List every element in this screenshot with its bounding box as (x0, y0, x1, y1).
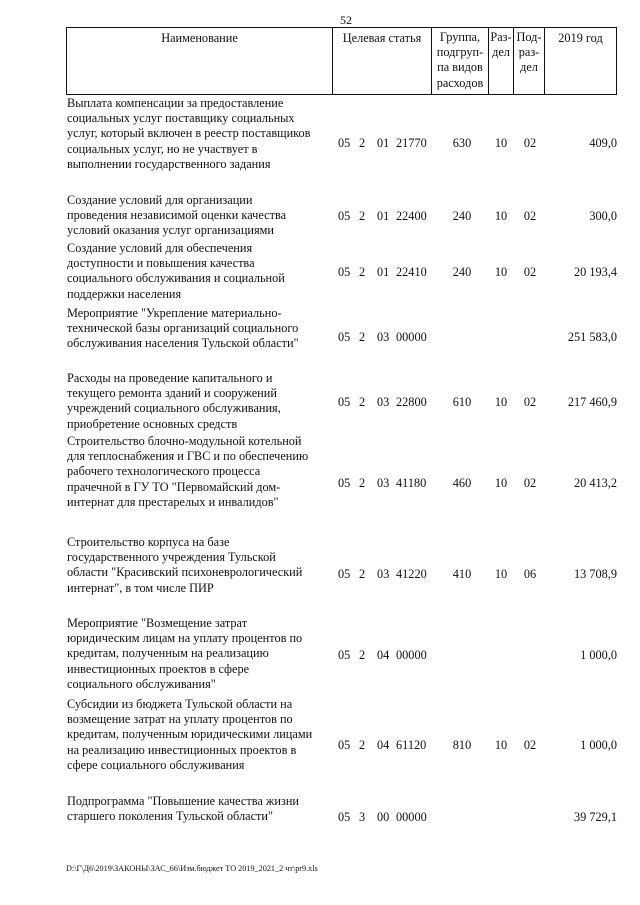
expense-group: 460 (452, 476, 472, 490)
code-program: 05 (338, 136, 351, 150)
row-name: Создание условий для организации проведения независимой оценки качества условий оказания услуг организациями (67, 193, 287, 238)
table-header (66, 27, 617, 95)
section-code: 10 (494, 136, 508, 150)
page-number: 52 (340, 13, 352, 27)
expense-group: 810 (452, 738, 472, 752)
code-program: 05 (338, 648, 351, 662)
code-program: 05 (338, 810, 351, 824)
code-event: 01 (377, 209, 390, 223)
code-direction: 21770 (396, 136, 427, 150)
code-program: 05 (338, 738, 351, 752)
code-event: 01 (377, 265, 390, 279)
code-subprogram: 3 (359, 810, 366, 824)
code-direction: 61120 (396, 738, 427, 752)
header-subsection: Под- раз- дел (513, 27, 545, 95)
code-direction: 00000 (396, 810, 427, 824)
code-subprogram: 2 (359, 395, 366, 409)
amount-2019: 13 708,9 (573, 567, 617, 581)
expense-group: 410 (452, 567, 472, 581)
code-event: 03 (377, 395, 390, 409)
code-event: 03 (377, 476, 390, 490)
row-name: Создание условий для обеспечения доступности и повышения качества социального обслуживания и социальной поддержки населения (67, 241, 285, 301)
amount-2019: 1 000,0 (580, 738, 617, 752)
amount-2019: 300,0 (589, 209, 617, 223)
amount-2019: 39 729,1 (573, 810, 617, 824)
code-event: 03 (377, 330, 390, 344)
row-name: Субсидии из бюджета Тульской области на возмещение затрат на уплату процентов по кредитам, полученным юридическими лицами на реализацию инвестиционных проектов в сфере социального обслуживания (67, 697, 313, 772)
code-direction: 00000 (396, 648, 427, 662)
code-program: 05 (338, 476, 351, 490)
file-path-footer: D:\Г\Д6\2019\ЗАКОНЫ\ЗАС_66\Изм.бюджет ТО 2019_2021_2 чт\pr9.xls (66, 864, 318, 873)
row-name: Мероприятие "Укрепление материально- технической базы организаций социального обслуживания населения Тульской области" (67, 306, 299, 351)
row-name: Подпрограмма "Повышение качества жизни старшего поколения Тульской области" (67, 794, 300, 824)
code-subprogram: 2 (359, 567, 366, 581)
subsection-code: 06 (523, 567, 537, 581)
code-program: 05 (338, 567, 351, 581)
header-year: 2019 год (544, 27, 617, 95)
code-subprogram: 2 (359, 209, 366, 223)
code-event: 01 (377, 136, 390, 150)
code-direction: 22800 (396, 395, 427, 409)
subsection-code: 02 (523, 395, 537, 409)
header-section: Раз- дел (488, 27, 514, 95)
subsection-code: 02 (523, 209, 537, 223)
section-code: 10 (494, 738, 508, 752)
subsection-code: 02 (523, 738, 537, 752)
section-code: 10 (494, 265, 508, 279)
code-subprogram: 2 (359, 738, 366, 752)
subsection-code: 02 (523, 265, 537, 279)
code-program: 05 (338, 209, 351, 223)
section-code: 10 (494, 209, 508, 223)
code-subprogram: 2 (359, 330, 366, 344)
amount-2019: 1 000,0 (580, 648, 617, 662)
row-name: Строительство корпуса на базе государственного учреждения Тульской области "Красивский психоневрологический интернат", в том числе ПИР (67, 535, 303, 595)
amount-2019: 20 193,4 (573, 265, 617, 279)
row-name: Расходы на проведение капитального и текущего ремонта зданий и сооружений учреждений социального обслуживания, приобретение основных средств (67, 371, 281, 431)
expense-group: 610 (452, 395, 472, 409)
code-direction: 00000 (396, 330, 427, 344)
section-code: 10 (494, 395, 508, 409)
expense-group: 240 (452, 265, 472, 279)
code-event: 04 (377, 648, 390, 662)
amount-2019: 217 460,9 (567, 395, 617, 409)
code-program: 05 (338, 330, 351, 344)
code-event: 04 (377, 738, 390, 752)
header-name: Наименование (66, 27, 333, 95)
code-event: 00 (377, 810, 390, 824)
expense-group: 240 (452, 209, 472, 223)
code-subprogram: 2 (359, 476, 366, 490)
subsection-code: 02 (523, 476, 537, 490)
code-program: 05 (338, 265, 351, 279)
code-direction: 41220 (396, 567, 427, 581)
amount-2019: 409,0 (589, 136, 617, 150)
code-program: 05 (338, 395, 351, 409)
code-subprogram: 2 (359, 648, 366, 662)
row-name: Строительство блочно-модульной котельной для теплоснабжения и ГВС и по обеспечению рабочего технологического процесса прачечной в ГУ ТО "Первомайский дом- интернат для престарелых и инвалидов" (67, 434, 309, 509)
subsection-code: 02 (523, 136, 537, 150)
header-group: Группа, подгруп- па видов расходов (431, 27, 489, 95)
row-name: Мероприятие "Возмещение затрат юридическим лицам на уплату процентов по кредитам, полученным на реализацию инвестиционных проектов в сфере социального обслуживания" (67, 616, 303, 691)
code-event: 03 (377, 567, 390, 581)
section-code: 10 (494, 567, 508, 581)
code-subprogram: 2 (359, 265, 366, 279)
row-name: Выплата компенсации за предоставление социальных услуг поставщику социальных услуг, который включен в реестр поставщиков социальных услуг, но не участвует в выполнении государственного задания (67, 96, 311, 171)
code-direction: 22400 (396, 209, 427, 223)
code-direction: 22410 (396, 265, 427, 279)
code-subprogram: 2 (359, 136, 366, 150)
amount-2019: 251 583,0 (567, 330, 617, 344)
amount-2019: 20 413,2 (573, 476, 617, 490)
code-direction: 41180 (396, 476, 427, 490)
header-target: Целевая статья (332, 27, 432, 95)
expense-group: 630 (452, 136, 472, 150)
section-code: 10 (494, 476, 508, 490)
